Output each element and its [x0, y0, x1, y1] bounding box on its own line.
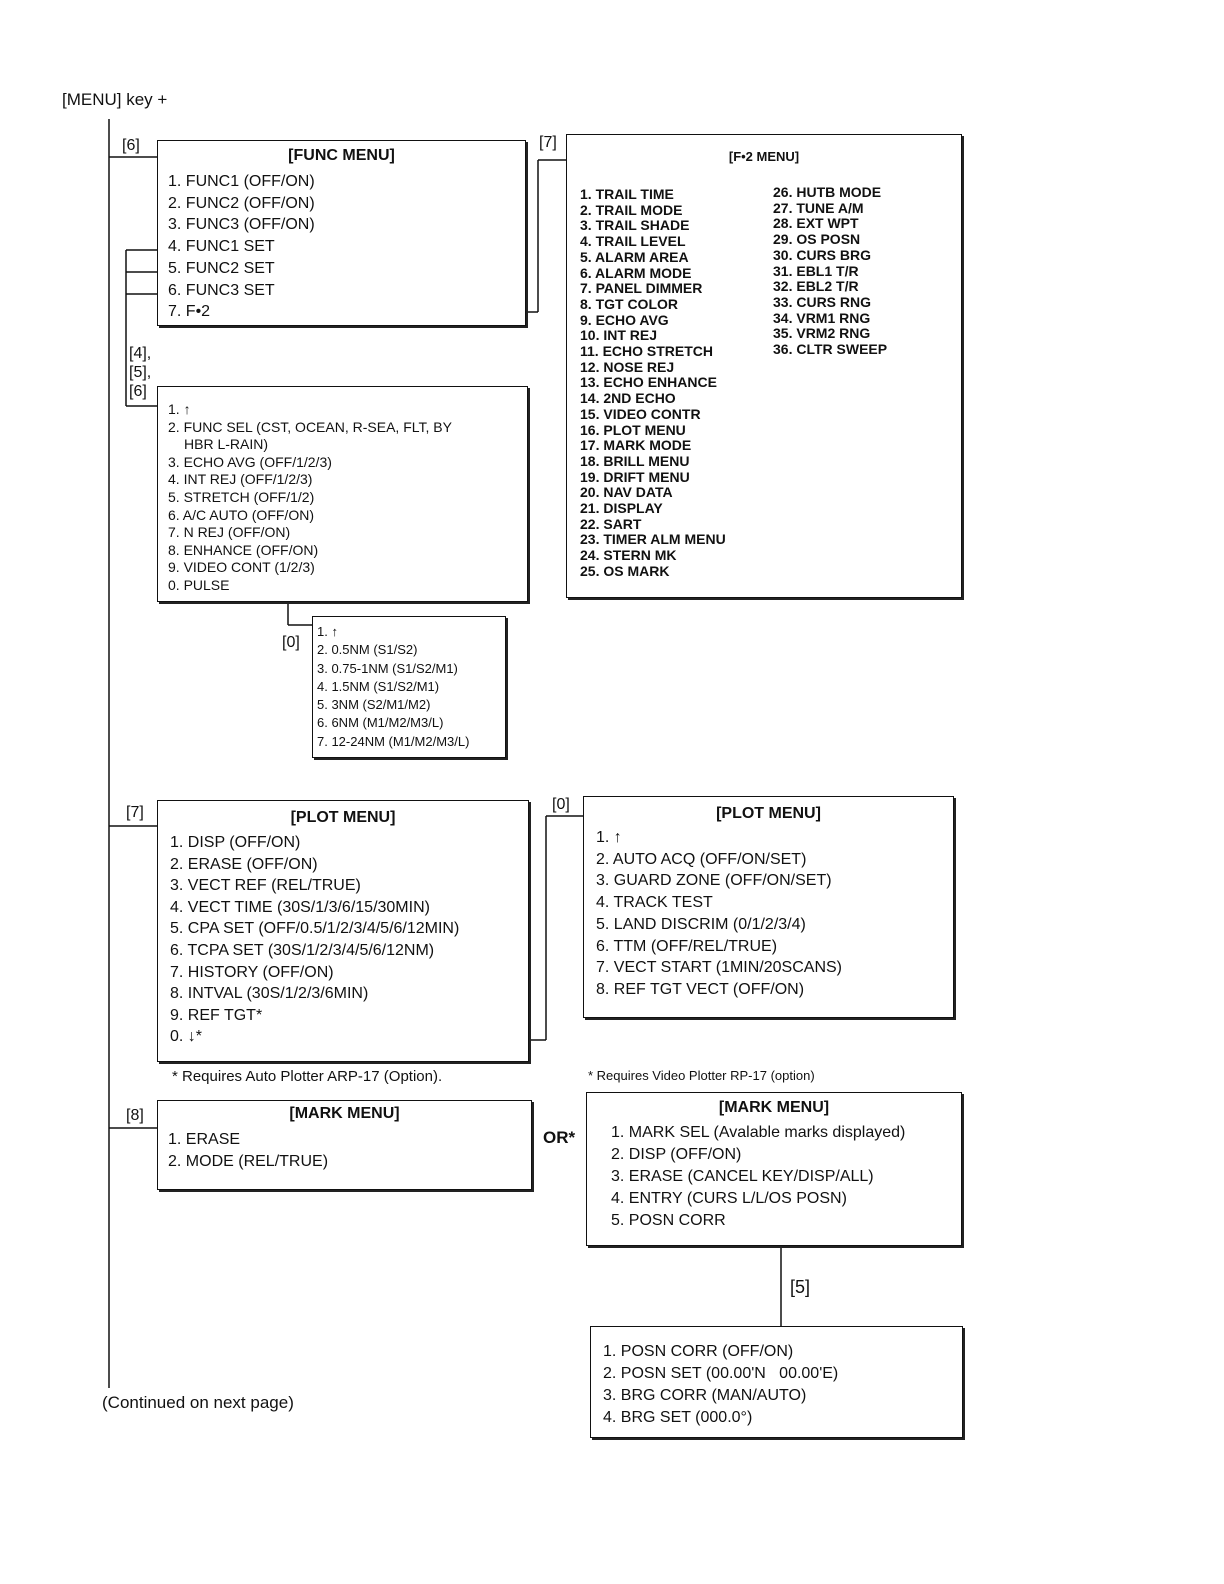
f2-menu-item[interactable]: 18. BRILL MENU — [580, 452, 690, 469]
plot-menu-2-box — [583, 796, 954, 1018]
mark-menu-2-item-posn-corr[interactable]: 5. POSN CORR — [611, 1212, 726, 1229]
f2-menu-item[interactable]: 15. VIDEO CONTR — [580, 405, 701, 422]
plot-menu-item[interactable]: 4. VECT TIME (30S/1/3/6/15/30MIN) — [170, 898, 430, 916]
func-menu-box — [157, 140, 526, 326]
plot-menu-2-item[interactable]: 7. VECT START (1MIN/20SCANS) — [596, 959, 842, 977]
mark-menu-2-item[interactable]: 1. MARK SEL (Avalable marks displayed) — [611, 1124, 906, 1141]
f2-menu-item[interactable]: 13. ECHO ENHANCE — [580, 374, 717, 391]
key-label-plot: [7] — [126, 804, 144, 821]
f2-menu-item[interactable]: 26. HUTB MODE — [773, 184, 882, 200]
key-label-pulse: [0] — [282, 634, 300, 651]
mark-menu-box — [157, 1100, 532, 1190]
f2-menu-item[interactable]: 19. DRIFT MENU — [580, 468, 690, 485]
f2-menu-item[interactable]: 1. TRAIL TIME — [580, 186, 674, 202]
pulse-item[interactable]: 3. 0.75-1NM (S1/S2/M1) — [317, 660, 458, 676]
f2-menu-item[interactable]: 22. SART — [580, 515, 642, 532]
plot-menu-2-item[interactable]: 5. LAND DISCRIM (0/1/2/3/4) — [596, 915, 806, 933]
mark-menu-2-box — [586, 1092, 962, 1246]
func-set-item[interactable]: 1. ↑ — [168, 401, 191, 417]
func-set-item-pulse[interactable]: 0. PULSE — [168, 576, 230, 593]
func-menu-title: [FUNC MENU] — [288, 147, 395, 164]
pulse-menu-box — [312, 616, 506, 758]
plot-menu-item[interactable]: 2. ERASE (OFF/ON) — [170, 855, 318, 873]
func-set-item[interactable]: 8. ENHANCE (OFF/ON) — [168, 541, 319, 558]
key-label-f2: [7] — [539, 134, 557, 151]
plot-menu-2-title: [PLOT MENU] — [716, 805, 821, 822]
plot-menu-box — [157, 800, 529, 1062]
pulse-item[interactable]: 6. 6NM (M1/M2/M3/L) — [317, 715, 444, 731]
func-menu-item-f2[interactable]: 7. F•2 — [168, 303, 211, 321]
plot-menu-2-item[interactable]: 4. TRACK TEST — [596, 894, 713, 912]
plot-menu-2-item[interactable]: 1. ↑ — [596, 829, 622, 846]
mark-menu-item[interactable]: 1. ERASE — [168, 1131, 241, 1148]
f2-menu-item[interactable]: 8. TGT COLOR — [580, 295, 678, 312]
pulse-item[interactable]: 2. 0.5NM (S1/S2) — [317, 642, 418, 658]
pulse-item[interactable]: 5. 3NM (S2/M1/M2) — [317, 697, 431, 713]
pulse-item[interactable]: 7. 12-24NM (M1/M2/M3/L) — [317, 733, 470, 749]
f2-menu-column-1 — [580, 187, 726, 580]
mark-menu-title: [MARK MENU] — [289, 1105, 400, 1122]
f2-menu-item[interactable]: 31. EBL1 T/R — [773, 262, 859, 279]
f2-menu-item[interactable]: 16. PLOT MENU — [580, 421, 686, 438]
key-label-func: [6] — [122, 137, 140, 154]
or-label: OR* — [543, 1128, 576, 1147]
f2-menu-box — [566, 134, 962, 598]
posn-corr-menu-box — [590, 1326, 963, 1438]
menu-key-caption: [MENU] key + — [62, 90, 168, 109]
func-set-item[interactable]: 7. N REJ (OFF/ON) — [168, 524, 291, 541]
f2-menu-item[interactable]: 33. CURS RNG — [773, 293, 872, 310]
f2-menu-column-2 — [773, 185, 887, 358]
plot-menu-item[interactable]: 6. TCPA SET (30S/1/2/3/4/5/6/12NM) — [170, 941, 435, 959]
arp-note: * Requires Auto Plotter ARP-17 (Option). — [172, 1068, 443, 1085]
func-set-menu-box — [157, 386, 528, 602]
f2-menu-item[interactable]: 5. ALARM AREA — [580, 248, 689, 265]
func-set-item[interactable]: 2. FUNC SEL (CST, OCEAN, R-SEA, FLT, BY — [168, 418, 452, 435]
plot-menu-2-item[interactable]: 6. TTM (OFF/REL/TRUE) — [596, 937, 778, 955]
mark-menu-item[interactable]: 2. MODE (REL/TRUE) — [168, 1153, 329, 1170]
plot-menu-item[interactable]: 7. HISTORY (OFF/ON) — [170, 963, 334, 981]
posn-corr-item[interactable]: 4. BRG SET (000.0°) — [603, 1409, 753, 1426]
func-menu-item[interactable]: 2. FUNC2 (OFF/ON) — [168, 194, 315, 212]
f2-menu-item[interactable]: 12. NOSE REJ — [580, 358, 675, 375]
func-set-item[interactable]: 5. STRETCH (OFF/1/2) — [168, 488, 315, 505]
f2-menu-item[interactable]: 20. NAV DATA — [580, 484, 673, 501]
f2-menu-item[interactable]: 2. TRAIL MODE — [580, 201, 683, 218]
func-menu-item[interactable]: 1. FUNC1 (OFF/ON) — [168, 173, 315, 190]
pulse-item[interactable]: 1. ↑ — [317, 624, 338, 639]
plot-menu-2-item[interactable]: 3. GUARD ZONE (OFF/ON/SET) — [596, 872, 832, 890]
plot-menu-item[interactable]: 8. INTVAL (30S/1/2/3/6MIN) — [170, 985, 369, 1003]
f2-menu-item[interactable]: 25. OS MARK — [580, 562, 670, 579]
f2-menu-item[interactable]: 24. STERN MK — [580, 547, 677, 564]
plot-menu-item[interactable]: 1. DISP (OFF/ON) — [170, 834, 301, 851]
f2-menu-item[interactable]: 21. DISPLAY — [580, 500, 663, 517]
f2-menu-item[interactable]: 10. INT REJ — [580, 327, 658, 344]
f2-menu-item[interactable]: 17. MARK MODE — [580, 437, 692, 454]
f2-menu-item[interactable]: 28. EXT WPT — [773, 215, 859, 232]
plot-menu-2-item[interactable]: 8. REF TGT VECT (OFF/ON) — [596, 980, 805, 998]
f2-menu-item[interactable]: 9. ECHO AVG — [580, 311, 669, 328]
posn-corr-item[interactable]: 3. BRG CORR (MAN/AUTO) — [603, 1387, 807, 1404]
f2-menu-item[interactable]: 6. ALARM MODE — [580, 264, 692, 281]
f2-menu-item[interactable]: 23. TIMER ALM MENU — [580, 531, 726, 548]
continued-note: (Continued on next page) — [102, 1393, 294, 1412]
f2-menu-item[interactable]: 11. ECHO STRETCH — [580, 343, 714, 360]
func-menu-item[interactable]: 3. FUNC3 (OFF/ON) — [168, 216, 315, 234]
f2-menu-item[interactable]: 32. EBL2 T/R — [773, 278, 859, 295]
func-menu-item[interactable]: 6. FUNC3 SET — [168, 281, 275, 299]
f2-menu-item[interactable]: 29. OS POSN — [773, 231, 861, 248]
plot-menu-item[interactable]: 5. CPA SET (OFF/0.5/1/2/3/4/5/6/12MIN) — [170, 920, 460, 938]
rp-note: * Requires Video Plotter RP-17 (option) — [588, 1068, 815, 1083]
key-label-func-set: [4], [5], [6] — [129, 345, 152, 400]
func-menu-item[interactable]: 4. FUNC1 SET — [168, 238, 275, 256]
mark-menu-2-item[interactable]: 4. ENTRY (CURS L/L/OS POSN) — [611, 1190, 847, 1207]
mark-menu-2-item[interactable]: 3. ERASE (CANCEL KEY/DISP/ALL) — [611, 1168, 874, 1185]
key-label-posn: [5] — [790, 1277, 811, 1297]
f2-menu-item[interactable]: 30. CURS BRG — [773, 246, 872, 263]
plot-menu-title: [PLOT MENU] — [290, 809, 396, 826]
plot-menu-item-next[interactable]: 0. ↓* — [170, 1028, 203, 1046]
func-set-item[interactable]: 4. INT REJ (OFF/1/2/3) — [168, 471, 313, 488]
plot-menu-2-item[interactable]: 2. AUTO ACQ (OFF/ON/SET) — [596, 850, 807, 868]
func-set-item[interactable]: 9. VIDEO CONT (1/2/3) — [168, 559, 315, 576]
f2-menu-item[interactable]: 4. TRAIL LEVEL — [580, 233, 686, 250]
mark-menu-2-item[interactable]: 2. DISP (OFF/ON) — [611, 1146, 742, 1163]
posn-corr-item[interactable]: 2. POSN SET (00.00'N 00.00'E) — [603, 1365, 839, 1382]
func-menu-item[interactable]: 5. FUNC2 SET — [168, 259, 275, 277]
mark-menu-2-title: [MARK MENU] — [718, 1099, 830, 1116]
f2-menu-item[interactable]: 35. VRM2 RNG — [773, 325, 871, 342]
func-set-item-continuation: HBR L-RAIN) — [184, 436, 269, 453]
func-set-item[interactable]: 6. A/C AUTO (OFF/ON) — [168, 506, 314, 523]
f2-menu-item[interactable]: 3. TRAIL SHADE — [580, 217, 690, 234]
f2-menu-item[interactable]: 27. TUNE A/M — [773, 199, 864, 216]
f2-menu-item[interactable]: 14. 2ND ECHO — [580, 390, 676, 407]
f2-menu-item[interactable]: 34. VRM1 RNG — [773, 309, 871, 326]
pulse-item[interactable]: 4. 1.5NM (S1/S2/M1) — [317, 678, 440, 694]
func-set-item[interactable]: 3. ECHO AVG (OFF/1/2/3) — [168, 453, 332, 470]
plot-menu-item[interactable]: 9. REF TGT* — [170, 1006, 263, 1024]
plot-menu-item[interactable]: 3. VECT REF (REL/TRUE) — [170, 877, 361, 895]
posn-corr-item[interactable]: 1. POSN CORR (OFF/ON) — [603, 1343, 794, 1360]
key-label-mark: [8] — [126, 1107, 144, 1124]
f2-menu-title: [F•2 MENU] — [728, 149, 800, 164]
key-label-plot-next: [0] — [552, 796, 570, 813]
f2-menu-item[interactable]: 7. PANEL DIMMER — [580, 280, 703, 297]
f2-menu-item[interactable]: 36. CLTR SWEEP — [773, 341, 888, 358]
